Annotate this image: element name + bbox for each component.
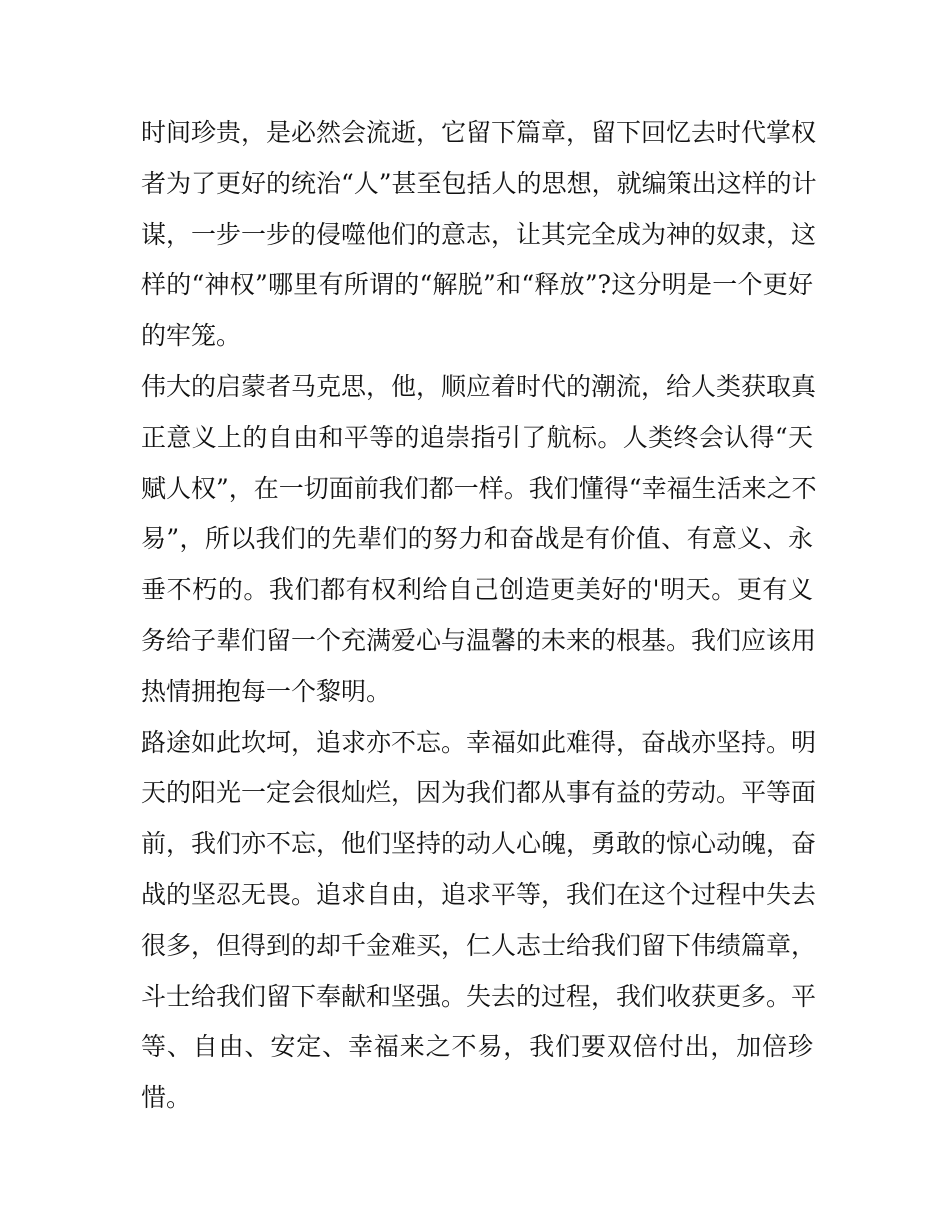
text-line: 易”，所以我们的先辈们的努力和奋战是有价值、有意义、永	[141, 524, 813, 554]
text-line: 天的阳光一定会很灿烂，因为我们都从事有益的劳动。平等面	[141, 778, 817, 808]
text-line: 务给子辈们留一个充满爱心与温馨的未来的根基。我们应该用	[141, 625, 817, 655]
text-line: 样的“神权”哪里有所谓的“解脱”和“释放”?这分明是一个更好	[141, 270, 813, 300]
text-line: 战的坚忍无畏。追求自由，追求平等，我们在这个过程中失去	[141, 879, 817, 909]
text-line: 赋人权”，在一切面前我们都一样。我们懂得“幸福生活来之不	[141, 473, 817, 503]
text-line: 的牢笼。	[141, 321, 242, 351]
text-line: 很多，但得到的却千金难买，仁人志士给我们留下伟绩篇章，	[141, 930, 817, 960]
paragraph-3	[141, 718, 817, 1124]
text-line: 谋，一步一步的侵噬他们的意志，让其完全成为神的奴隶，这	[141, 219, 817, 249]
text-line: 等、自由、安定、幸福来之不易，我们要双倍付出，加倍珍	[141, 1032, 813, 1062]
text-line: 路途如此坎坷，追求亦不忘。幸福如此难得，奋战亦坚持。明	[141, 727, 817, 757]
body-text	[141, 108, 817, 1124]
text-line: 伟大的启蒙者马克思，他，顺应着时代的潮流，给人类获取真	[141, 371, 817, 401]
paragraph-2	[141, 362, 817, 718]
text-line: 斗士给我们留下奉献和坚强。失去的过程，我们收获更多。平	[141, 981, 817, 1011]
paragraph-1	[141, 108, 817, 362]
text-line: 者为了更好的统治“人”甚至包括人的思想，就编策出这样的计	[141, 168, 817, 198]
text-line: 正意义上的自由和平等的追崇指引了航标。人类终会认得“天	[141, 422, 813, 452]
text-line: 垂不朽的。我们都有权利给自己创造更美好的'明天。更有义	[141, 575, 813, 605]
text-line: 惜。	[141, 1083, 192, 1113]
text-line: 热情拥抱每一个黎明。	[141, 676, 392, 706]
text-line: 前，我们亦不忘，他们坚持的动人心魄，勇敢的惊心动魄，奋	[141, 829, 817, 859]
text-line: 时间珍贵，是必然会流逝，它留下篇章，留下回忆去时代掌权	[141, 118, 817, 147]
